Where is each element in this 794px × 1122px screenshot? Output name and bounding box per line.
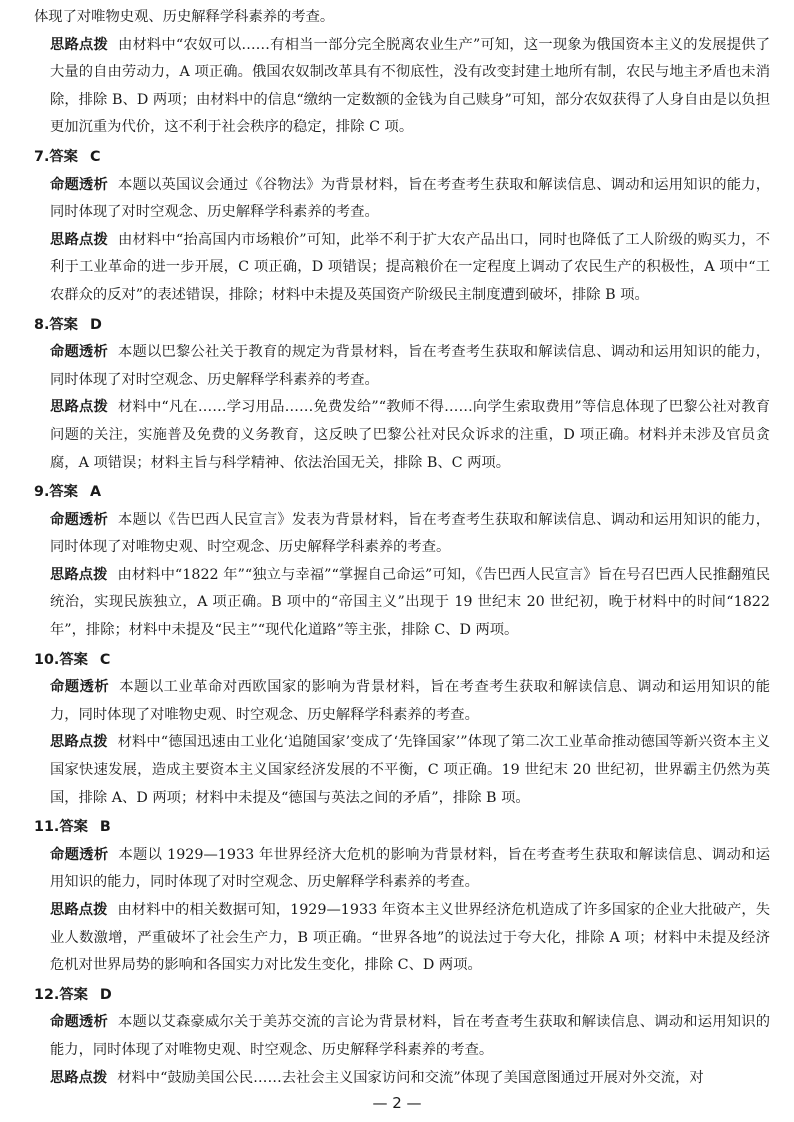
answer-value: A — [89, 484, 102, 501]
answer-value: D — [99, 986, 112, 1003]
question-11-intent — [34, 842, 770, 897]
question-10-analysis — [34, 729, 770, 812]
answer-value: D — [89, 316, 102, 333]
answer-label: 答案 — [59, 819, 88, 836]
continued-line: 体现了对唯物史观、历史解释学科素养的考查。 — [34, 9, 335, 25]
question-number: 8. — [34, 316, 50, 333]
intent-text: 本题以 1929—1933 年世界经济大危机的影响为背景材料，旨在考查考生获取和解读信息、调动和运用知识的能力，同时体现了对时空观念、历史解释学科素养的考查。 — [50, 846, 771, 891]
question-number: 12. — [34, 986, 60, 1003]
question-9-analysis — [34, 562, 770, 645]
intent-label: 命题透析 — [50, 1014, 108, 1031]
analysis-text: 材料中“凡在……学习用品……免费发给”“教师不得……向学生索取费用”等信息体现了巴黎公社对教育问题的关注，实施普及免费的义务教育，这反映了巴黎公社对民众诉求的注重，D 项正确。材料并未涉及官员贪腐，A 项错误；材料主旨与科学精神、依法治国无关，排除 B、C 两项。 — [50, 399, 771, 471]
question-number: 11. — [34, 819, 60, 836]
question-10-header — [34, 647, 770, 675]
answer-label: 答案 — [59, 651, 88, 668]
question-7-analysis — [34, 227, 770, 310]
top-analysis — [34, 32, 770, 142]
analysis-label: 思路点拨 — [50, 1069, 108, 1086]
analysis-label: 思路点拨 — [50, 566, 108, 583]
answer-value: B — [99, 819, 111, 836]
question-7-intent — [34, 172, 770, 227]
intent-text: 本题以《告巴西人民宣言》发表为背景材料，旨在考查考生获取和解读信息、调动和运用知识的能力，同时体现了对唯物史观、时空观念、历史解释学科素养的考查。 — [50, 511, 771, 556]
answer-value: C — [89, 148, 101, 165]
question-8-intent — [34, 339, 770, 394]
question-12-header — [34, 982, 770, 1010]
intent-label: 命题透析 — [50, 176, 108, 193]
intent-label: 命题透析 — [50, 511, 108, 528]
intent-label: 命题透析 — [50, 846, 109, 863]
question-10-intent — [34, 674, 770, 729]
question-11-analysis — [34, 897, 770, 980]
analysis-text: 由材料中“抬高国内市场粮价”可知，此举不利于扩大农产品出口，同时也降低了工人阶级的购买力，不利于工业革命的进一步开展，C 项正确，D 项错误；提高粮价在一定程度上调动了农民生产的积极性，A 项中“工农群众的反对”的表述错误，排除；材料中未提及英国资产阶级民主制度遭到破坏，排除 B 项。 — [50, 231, 770, 303]
analysis-text: 材料中“鼓励美国公民……去社会主义国家访问和交流”体现了美国意图通过开展对外交流，对 — [117, 1069, 704, 1086]
analysis-label: 思路点拨 — [50, 902, 108, 918]
answer-label: 答案 — [59, 986, 88, 1003]
answer-label: 答案 — [49, 484, 78, 501]
question-8-header — [34, 312, 770, 340]
question-number: 9. — [34, 484, 50, 501]
question-8-analysis — [34, 394, 770, 477]
answer-content — [34, 4, 770, 1092]
question-11-header — [34, 814, 770, 842]
analysis-text: 由材料中“1822 年”“独立与幸福”“掌握自己命运”可知，《告巴西人民宣言》旨在号召巴西人民推翻殖民统治，实现民族独立，A 项正确。B 项中的“帝国主义”出现于 19 世纪末 20 世纪初，晚于材料中的时间“1822 年”，排除；材料中未提及“民主”“现代化道路”等主张，排除 C、D 两项。 — [50, 566, 770, 639]
intent-text: 本题以艾森豪威尔关于美苏交流的言论为背景材料，旨在考查考生获取和解读信息、调动和运用知识的能力，同时体现了对唯物史观、时空观念、历史解释学科素养的考查。 — [50, 1014, 771, 1058]
answer-value: C — [99, 651, 111, 668]
question-number: 10. — [34, 651, 60, 668]
answer-label: 答案 — [49, 148, 78, 165]
analysis-text: 由材料中的相关数据可知，1929—1933 年资本主义世界经济危机造成了许多国家的企业大批破产，失业人数激增，严重破坏了社会生产力，B 项正确。“世界各地”的说法过于夸大化，排除 A 项；材料中未提及经济危机对世界局势的影响和各国实力对比发生变化，排除 C、D 两项。 — [50, 902, 771, 974]
analysis-text: 由材料中“农奴可以……有相当一部分完全脱离农业生产”可知，这一现象为俄国资本主义的发展提供了大量的自由劳动力，A 项正确。俄国农奴制改革具有不彻底性，没有改变封建土地所有制，农民与地主矛盾也未消除，排除 B、D 两项；由材料中的信息“缴纳一定数额的金钱为自己赎身”可知，部分农奴获得了人身自由是以负担更加沉重为代价，这不利于社会秩序的稳定，排除 C 项。 — [50, 36, 770, 136]
question-12-analysis — [34, 1065, 770, 1093]
intent-label: 命题透析 — [50, 344, 108, 361]
analysis-label: 思路点拨 — [50, 231, 108, 248]
intent-text: 本题以工业革命对西欧国家的影响为背景材料，旨在考查考生获取和解读信息、调动和运用知识的能力，同时体现了对唯物史观、时空观念、历史解释学科素养的考查。 — [50, 679, 771, 723]
analysis-label: 思路点拨 — [50, 734, 108, 751]
page-number: — 2 — — [372, 1094, 422, 1112]
analysis-text: 材料中“德国迅速由工业化‘追随国家’变成了‘先锋国家’”体现了第二次工业革命推动德国等新兴资本主义国家快速发展，造成主要资本主义国家经济发展的不平衡，C 项正确。19 世纪末 20 世纪初，世界霸主仍然为英国，排除 A、D 两项；材料中未提及“德国与英法之间的矛盾”，排除 B 项。 — [50, 734, 771, 806]
analysis-label: 思路点拨 — [50, 36, 108, 53]
question-12-intent — [34, 1009, 770, 1064]
question-9-header — [34, 479, 770, 507]
intent-text: 本题以巴黎公社关于教育的规定为背景材料，旨在考查考生获取和解读信息、调动和运用知识的能力，同时体现了对时空观念、历史解释学科素养的考查。 — [50, 344, 771, 388]
question-7-header — [34, 144, 770, 172]
analysis-label: 思路点拨 — [50, 399, 108, 416]
intent-text: 本题以英国议会通过《谷物法》为背景材料，旨在考查考生获取和解读信息、调动和运用知识的能力，同时体现了对时空观念、历史解释学科素养的考查。 — [50, 176, 771, 221]
question-9-intent — [34, 507, 770, 562]
intent-label: 命题透析 — [50, 679, 110, 696]
answer-label: 答案 — [49, 316, 78, 333]
question-number: 7. — [34, 148, 50, 165]
